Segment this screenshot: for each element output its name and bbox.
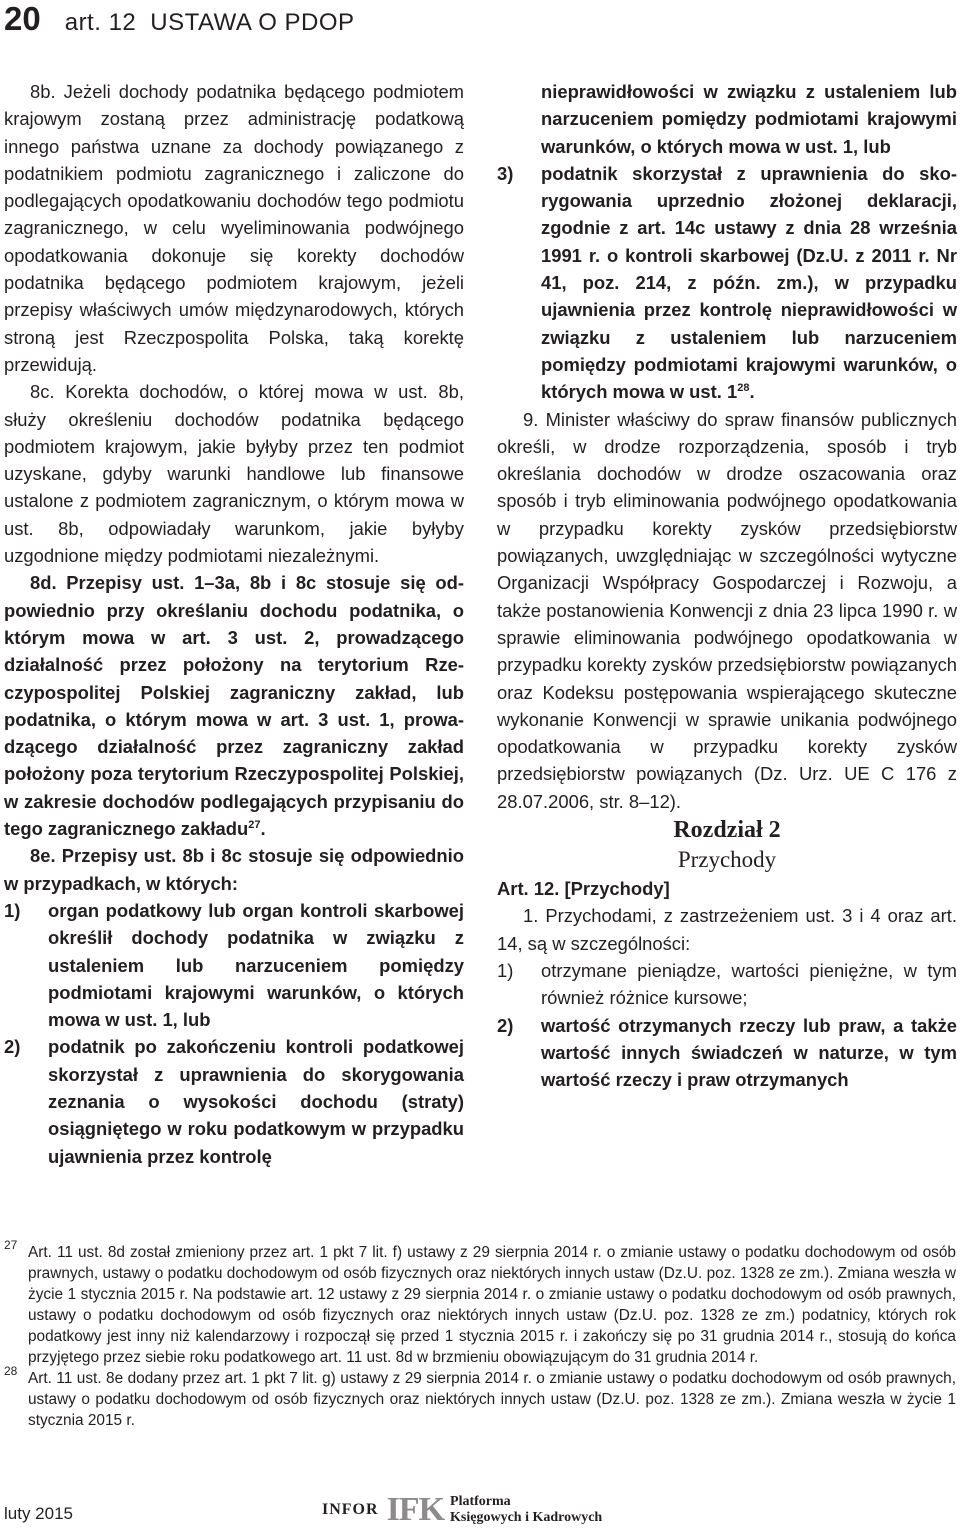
footnote-text: Art. 11 ust. 8e dodany przez art. 1 pkt 7 lit. g) ustawy z 29 sierpnia 2014 r. o zmianie ustawy o podatku dochodowym od osób prawnych, ustawy o podatku dochodowym od osób fizycznych oraz niektórych innych ustaw (Dz.U. poz. 1328 ze zm.). Zmiana weszła w życie 1 stycznia 2015 r. bbox=[28, 1370, 956, 1429]
list-number: 2) bbox=[497, 1014, 514, 1036]
list-number: 1) bbox=[497, 959, 514, 981]
list-number: 1) bbox=[4, 899, 21, 921]
footnote-ref-28[interactable]: 28 bbox=[737, 382, 750, 395]
paragraph-9: 9. Minister właściwy do spraw finansów publicznych określi, w drodze rozporządzenia, sposób i tryb określania dochodów w drodze oszacowania oraz sposób i tryb eliminowania podwójnego opodatkowania w przypadku korekty zysków przedsiębiorstw powiązanych, uwzględniając w szczególności wytyczne Organizacji Współpracy Gospodarczej i Rozwoju, a także postanowienia Konwencji z dnia 23 lipca 1990 r. w sprawie eliminowania podwójnego opodatkowania w przypadku korekty zysków przedsiębiorstw powiązanych oraz Kodeksu postępowania wspierającego skuteczne wykonanie Konwencji w sprawie unikania podwójnego opodatkowania w przypadku korekty zysków przedsiębiorstw powiązanych (Dz. Urz. UE C 176 z 28.07.2006, str. 8–12). bbox=[497, 408, 957, 812]
list-number: 2) bbox=[4, 1036, 21, 1058]
page-number: 20 bbox=[4, 0, 41, 37]
footnote-27 bbox=[4, 1238, 956, 1368]
ifk-logo-text: IFK bbox=[386, 1491, 445, 1528]
paragraph-8b: 8b. Jeżeli dochody podatnika będącego podmiotem krajowym zostaną przez administrację podatkową innego państwa uznane za dochody powiązanego z podatnikiem podmiotu zagranicznego i zaliczone do podlegających opodatkowaniu dochodów tego podmiotu zagranicznego, w celu wyeliminowania podwójnego opodatkowania dokonuje się korekty dochodów podatnika będącego podmiotem krajowym, jeżeli przepisy właściwych umów międzynarodowych, których stroną jest Rzeczpospolita Polska, taką korektę przewidują. bbox=[4, 81, 464, 375]
paragraph-8e: 8e. Przepisy ust. 8b i 8c stosuje się odpowiednio w przypadkach, w których: bbox=[4, 845, 464, 894]
article-label: art. 12 bbox=[64, 9, 137, 36]
footnote-number: 28 bbox=[4, 1364, 18, 1378]
page-footer bbox=[0, 1490, 960, 1532]
paragraph-8d-text: 8d. Przepisy ust. 1–3a, 8b i 8c stosuje się odpowiednio przy określaniu dochodu podatnika, o którym mowa w art. 3 ust. 2, prowadzącego działalność przez położony na terytorium Rzeczypospolitej Polskiej zagraniczny zakład, lub podatnika, o którym mowa w art. 3 ust. 1, prowadzącego działalność przez zagraniczny zakład położony poza terytorium Rzeczypospolitej Polskiej, w zakresie dochodów podlegających przypisaniu do tego zagranicznego zakładu bbox=[4, 572, 464, 840]
platform-line-1: Platforma bbox=[450, 1494, 511, 1509]
item-3-text: podatnik skorzystał z uprawnienia do skorygowania uprzednio złożonej deklaracji, zgodnie z art. 14c ustawy z dnia 28 września 1991 r. o kontroli skarbowej (Dz.U. z 2011 r. Nr 41, poz. 214, z późn. zm.), w przypadku ujawnienia przez kontrolę nieprawidłowości w związku z ustaleniem lub narzuceniem pomiędzy podmiotami krajowymi warunków, o których mowa w ust. 1 bbox=[541, 162, 957, 403]
article-heading: Art. 12. [Przychody] bbox=[497, 878, 670, 900]
running-title bbox=[65, 9, 355, 37]
footnote-text: Art. 11 ust. 8d został zmieniony przez art. 1 pkt 7 lit. f) ustawy z 29 sierpnia 2014 r. o zmianie ustawy o podatku dochodowym od osób prawnych, ustawy o podatku dochodowym od osób fizycznych oraz niektórych innych ustaw (Dz.U. poz. 1328 ze zm.). Zmiana weszła w życie 1 stycznia 2015 r. Na podstawie art. 12 ustawy z 29 sierpnia 2014 r. o zmianie ustawy o podatku dochodowym od osób prawnych, ustawy o podatku dochodowym od osób fizycznych oraz niektórych innych ustaw (Dz.U. poz. 1328 ze zm.) podatnicy, których rok podatkowy jest inny niż kalendarzowy i rozpoczął się przed 1 stycznia 2015 r. i zakończy się po 31 grudnia 2014 r., stosują do końca przyjętego przez siebie roku podatkowego art. 11 ust. 8d w brzmieniu obowiązującym do 31 grudnia 2014 r. bbox=[28, 1244, 956, 1366]
paragraph-8c: 8c. Korekta dochodów, o której mowa w ust. 8b, służy określeniu dochodów podatnika będącego podmiotem krajowym, jakie byłyby przez ten podmiot uzyskane, gdyby warunki handlowe lub finansowe ustalone z podmiotem zagranicznym, o którym mowa w ust. 8b, odpowiadały warunkom, jakie byłyby uzgodnione między podmiotami niezależnymi. bbox=[4, 381, 464, 567]
publisher-logo bbox=[322, 1490, 602, 1530]
list-item-continuation bbox=[497, 78, 957, 160]
act-title: USTAWA O PDOP bbox=[150, 9, 355, 36]
footnote-28 bbox=[4, 1364, 956, 1431]
list-text bbox=[541, 160, 957, 406]
list-text: wartość otrzymanych rzeczy lub praw, a także wartość innych świadczeń w naturze, w tym wartość rzeczy i praw otrzymanych bbox=[541, 1014, 957, 1091]
list-number: 3) bbox=[497, 162, 514, 184]
list-item bbox=[497, 160, 957, 406]
chapter-subtitle: Przychody bbox=[677, 847, 777, 873]
infor-logo-text: INFOR bbox=[322, 1501, 379, 1518]
paragraph-8d-end: . bbox=[260, 818, 266, 840]
list-item bbox=[4, 1033, 464, 1169]
list-text: organ podatkowy lub organ kontroli skarbowej określił dochody podatnika w związku z ustaleniem lub narzuceniem pomiędzy podmiotami krajowymi warunków, o których mowa w ust. 1, lub bbox=[48, 899, 464, 1031]
footnote-number: 27 bbox=[4, 1238, 18, 1252]
list-text: podatnik po zakończeniu kontroli podatkowej skorzystał z uprawnienia do skorygowania zeznania o wysokości dochodu (straty) osiągniętego w roku podatkowym w przypadku ujawnienia przez kontrolę bbox=[48, 1036, 464, 1167]
footnote-ref-27[interactable]: 27 bbox=[248, 818, 261, 831]
platform-name bbox=[450, 1494, 602, 1526]
list-text: nieprawidłowości w związku z ustaleniem lub narzuceniem pomiędzy podmiotami krajowymi warunków, o których mowa w ust. 1, lub bbox=[541, 81, 957, 157]
footnotes bbox=[4, 1238, 956, 1431]
list-text: otrzymane pieniądze, wartości pieniężne, w tym również różnice kursowe; bbox=[541, 959, 957, 1009]
right-column bbox=[497, 78, 957, 1093]
page-header bbox=[4, 0, 355, 42]
chapter-title: Rozdział 2 bbox=[673, 817, 781, 844]
left-column bbox=[4, 78, 464, 1170]
issue-date: luty 2015 bbox=[4, 1504, 73, 1523]
list-item bbox=[497, 957, 957, 1012]
item-3-end: . bbox=[749, 381, 755, 403]
paragraph-1: 1. Przychodami, z zastrzeżeniem ust. 3 i 4 oraz art. 14, są w szczególności: bbox=[497, 905, 957, 954]
list-item bbox=[4, 897, 464, 1033]
list-item bbox=[497, 1012, 957, 1094]
paragraph-8d bbox=[4, 569, 464, 842]
platform-line-2: Księgowych i Kadrowych bbox=[450, 1510, 603, 1525]
